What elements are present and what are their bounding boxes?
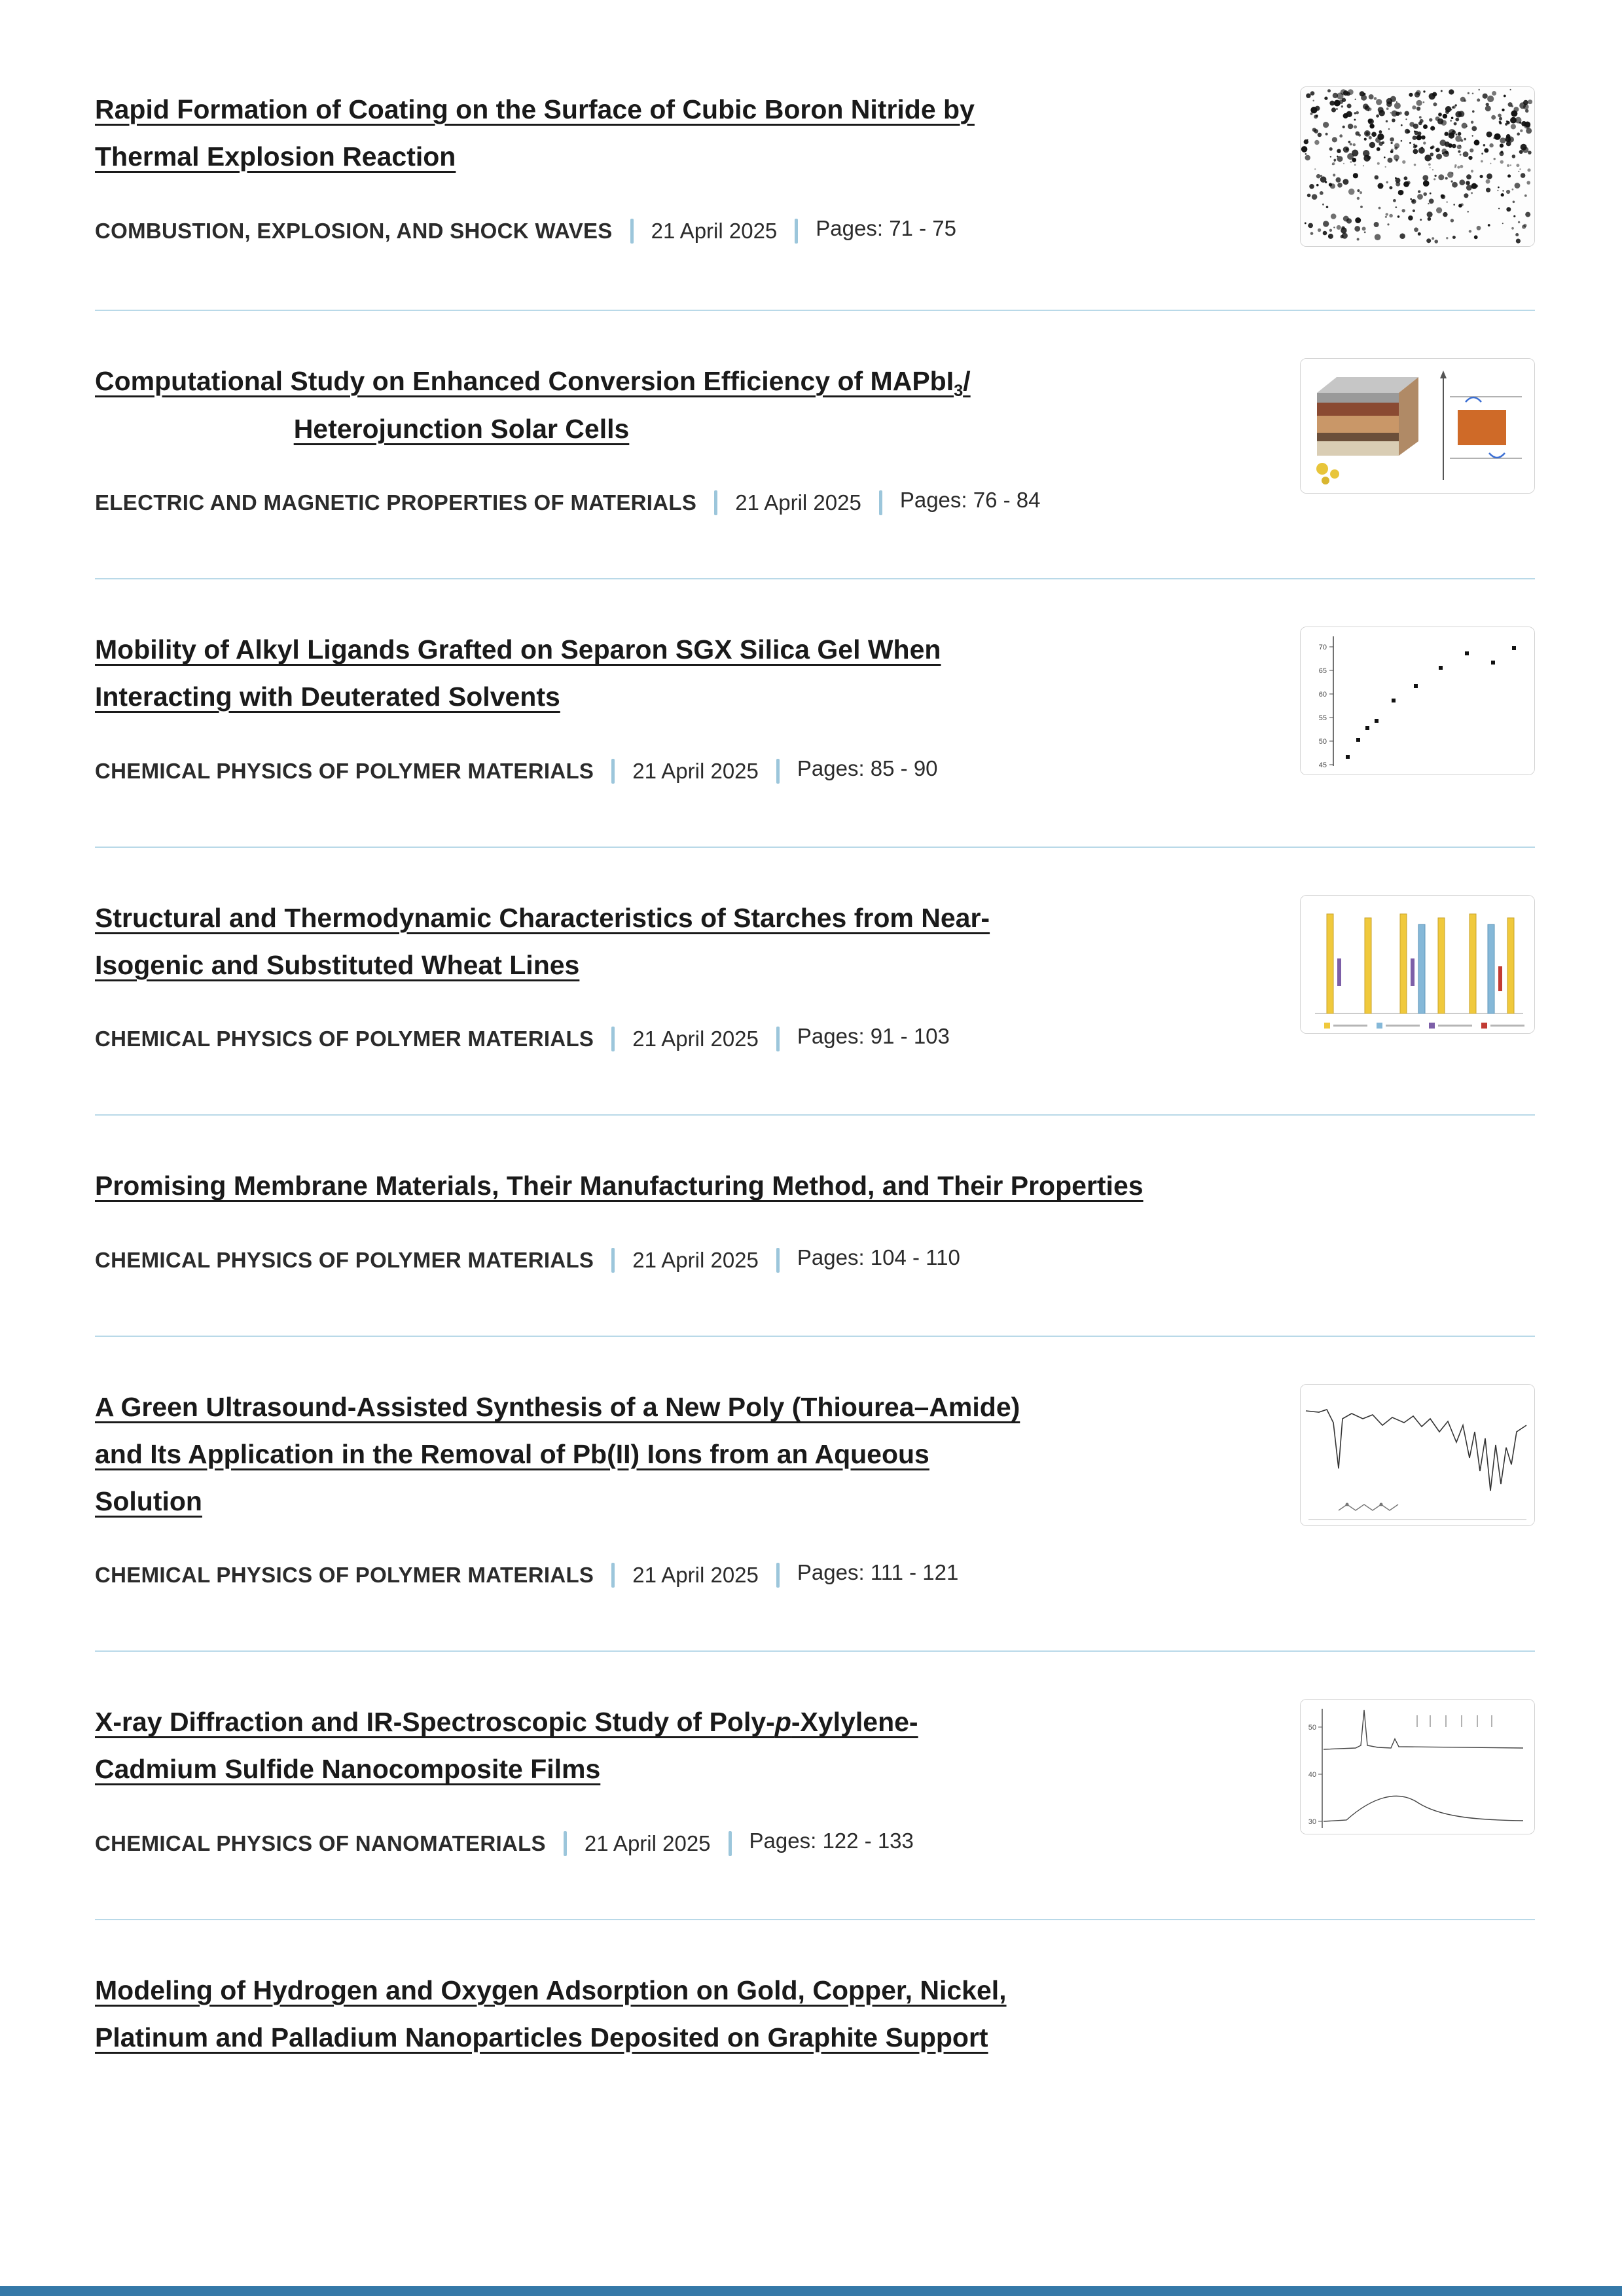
article-date: 21 April 2025 bbox=[632, 1563, 759, 1588]
article-section: CHEMICAL PHYSICS OF POLYMER MATERIALS bbox=[95, 758, 594, 783]
article-meta bbox=[95, 1828, 1247, 1856]
article-date: 21 April 2025 bbox=[651, 218, 778, 243]
article-item bbox=[95, 578, 1535, 847]
article-item bbox=[95, 1919, 1535, 2088]
article-item bbox=[95, 1650, 1535, 1919]
article-section: CHEMICAL PHYSICS OF POLYMER MATERIALS bbox=[95, 1563, 594, 1588]
page-footer-bar bbox=[0, 2286, 1622, 2296]
article-thumbnail[interactable] bbox=[1300, 1699, 1535, 1834]
article-main bbox=[95, 895, 1247, 1052]
article-pages: Pages: 71 - 75 bbox=[816, 215, 956, 240]
article-section: COMBUSTION, EXPLOSION, AND SHOCK WAVES bbox=[95, 218, 613, 243]
article-item bbox=[95, 847, 1535, 1115]
article-meta bbox=[95, 1024, 1247, 1051]
article-meta bbox=[95, 1245, 1247, 1273]
meta-separator bbox=[630, 219, 634, 244]
svg-text:55: 55 bbox=[1318, 714, 1327, 723]
article-meta bbox=[95, 1560, 1247, 1588]
article-item bbox=[95, 1114, 1535, 1336]
article-main bbox=[95, 1384, 1247, 1588]
article-pages: Pages: 104 - 110 bbox=[797, 1245, 960, 1270]
article-title-link[interactable]: Rapid Formation of Coating on the Surface of Cubic Boron Nitride by Thermal Explosion Reaction bbox=[95, 94, 975, 172]
article-title-link[interactable]: Promising Membrane Materials, Their Manufacturing Method, and Their Properties bbox=[95, 1171, 1144, 1201]
article-date: 21 April 2025 bbox=[632, 1248, 759, 1273]
article-thumbnail[interactable] bbox=[1300, 1384, 1535, 1526]
article-pages: Pages: 85 - 90 bbox=[797, 756, 938, 780]
meta-separator bbox=[611, 759, 615, 784]
article-item bbox=[95, 310, 1535, 578]
article-item bbox=[95, 39, 1535, 310]
svg-text:45: 45 bbox=[1318, 761, 1327, 770]
meta-separator bbox=[776, 1563, 780, 1588]
article-thumbnail[interactable] bbox=[1300, 358, 1535, 494]
article-date: 21 April 2025 bbox=[632, 1027, 759, 1051]
svg-text:30: 30 bbox=[1308, 1818, 1316, 1827]
article-main bbox=[95, 1163, 1247, 1273]
meta-separator bbox=[611, 1563, 615, 1588]
meta-separator bbox=[776, 1027, 780, 1051]
svg-text:50: 50 bbox=[1308, 1724, 1316, 1732]
meta-separator bbox=[879, 490, 882, 515]
article-main bbox=[95, 86, 1247, 244]
meta-separator bbox=[611, 1248, 615, 1273]
article-pages: Pages: 111 - 121 bbox=[797, 1560, 959, 1585]
article-main bbox=[95, 1699, 1247, 1856]
svg-text:65: 65 bbox=[1318, 667, 1327, 676]
article-thumbnail[interactable] bbox=[1300, 627, 1535, 775]
svg-text:40: 40 bbox=[1308, 1771, 1316, 1779]
article-pages: Pages: 91 - 103 bbox=[797, 1024, 950, 1049]
article-thumbnail[interactable] bbox=[1300, 86, 1535, 247]
meta-separator bbox=[714, 490, 717, 515]
article-section: CHEMICAL PHYSICS OF NANOMATERIALS bbox=[95, 1831, 546, 1855]
article-title-link[interactable]: Computational Study on Enhanced Conversion Efficiency of MAPbI$_3$/ Heterojunction Solar Cells bbox=[95, 366, 971, 444]
meta-separator bbox=[564, 1831, 567, 1856]
article-section: CHEMICAL PHYSICS OF POLYMER MATERIALS bbox=[95, 1027, 594, 1051]
article-main bbox=[95, 627, 1247, 784]
meta-separator bbox=[795, 219, 798, 244]
article-main bbox=[95, 358, 1247, 515]
meta-separator bbox=[729, 1831, 732, 1856]
svg-text:50: 50 bbox=[1318, 738, 1327, 746]
article-date: 21 April 2025 bbox=[584, 1831, 711, 1855]
article-title-link[interactable]: X-ray Diffraction and IR-Spectroscopic Study of Poly-p-Xylylene- Cadmium Sulfide Nanocomposite Films bbox=[95, 1707, 918, 1785]
svg-text:60: 60 bbox=[1318, 691, 1327, 699]
article-date: 21 April 2025 bbox=[735, 490, 861, 515]
meta-separator bbox=[776, 1248, 780, 1273]
article-thumbnail[interactable] bbox=[1300, 895, 1535, 1034]
article-meta bbox=[95, 215, 1247, 244]
article-title-link[interactable]: Structural and Thermodynamic Characteristics of Starches from Near- Isogenic and Substituted Wheat Lines bbox=[95, 902, 990, 980]
article-main bbox=[95, 1967, 1247, 2062]
meta-separator bbox=[776, 759, 780, 784]
article-item bbox=[95, 1336, 1535, 1650]
article-meta bbox=[95, 756, 1247, 784]
article-title-link[interactable]: Mobility of Alkyl Ligands Grafted on Separon SGX Silica Gel When Interacting with Deuterated Solvents bbox=[95, 634, 941, 712]
article-pages: Pages: 76 - 84 bbox=[899, 488, 1041, 513]
article-list bbox=[95, 39, 1535, 2087]
article-date: 21 April 2025 bbox=[632, 758, 759, 783]
meta-separator bbox=[611, 1027, 615, 1051]
svg-text:70: 70 bbox=[1318, 644, 1327, 652]
article-section: ELECTRIC AND MAGNETIC PROPERTIES OF MATERIALS bbox=[95, 490, 697, 515]
article-meta bbox=[95, 490, 1247, 515]
article-title-link[interactable]: A Green Ultrasound-Assisted Synthesis of a New Poly (Thiourea–Amide) and Its Application in the Removal of Pb(II) Ions from an Aqueous Solution bbox=[95, 1392, 1020, 1516]
article-pages: Pages: 122 - 133 bbox=[749, 1828, 914, 1853]
article-section: CHEMICAL PHYSICS OF POLYMER MATERIALS bbox=[95, 1248, 594, 1273]
article-title-link[interactable]: Modeling of Hydrogen and Oxygen Adsorption on Gold, Copper, Nickel, Platinum and Palladium Nanoparticles Deposited on Graphite Support bbox=[95, 1975, 1007, 2052]
